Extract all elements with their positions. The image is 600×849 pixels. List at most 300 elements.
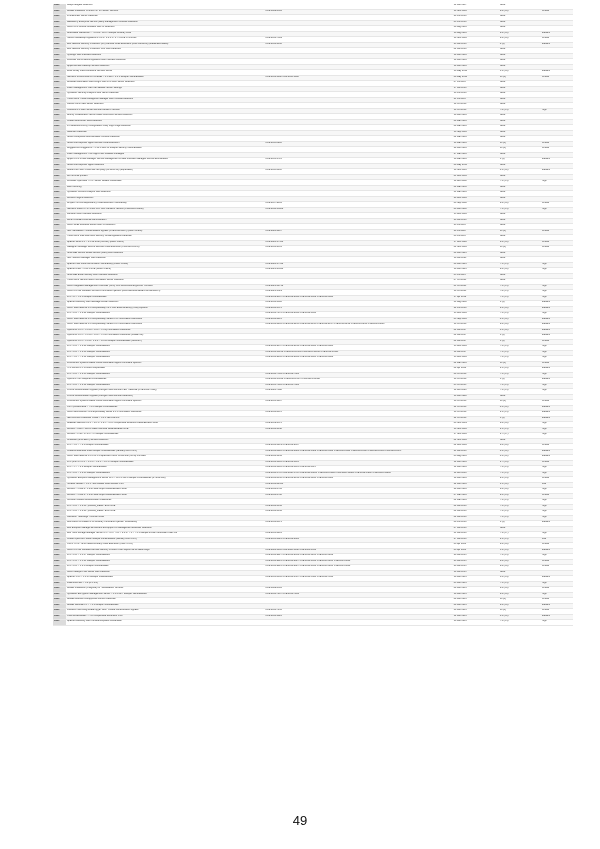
risk-cell: High xyxy=(541,180,573,186)
date-cell: 16 Feb 2015 xyxy=(453,620,499,626)
date-cell: 22 Oct 2016 xyxy=(453,416,499,422)
cve-cell: CVE-2021-34739 xyxy=(264,284,452,290)
plugin-name-cell: Zeus Dovey Files Disclosure via Web Server xyxy=(66,70,264,76)
score-cell: 10 (4) xyxy=(499,75,541,81)
date-cell: 04 Mar 2001 xyxy=(453,185,499,191)
risk-cell: High xyxy=(541,383,573,389)
plugin-name-cell: Apache ActiveMQ Web Message Broker Detection xyxy=(66,301,264,307)
date-cell: 16 Nov 2016 xyxy=(453,427,499,433)
score-cell: None xyxy=(499,130,541,136)
date-cell: 03 Aug 2016 xyxy=(453,455,499,461)
cve-cell: CVE-2016-6148 xyxy=(264,427,452,433)
score-cell: None xyxy=(499,218,541,224)
status-cell: Pass xyxy=(53,488,66,494)
plugin-name-cell: Boomy Collaboration Server Asset Grid/Cloud Service Detection xyxy=(66,114,264,120)
status-cell: Pass xyxy=(53,521,66,527)
date-cell: 07 Mar 2016 xyxy=(453,493,499,499)
status-cell: Pass xyxy=(53,422,66,428)
cve-cell: CVE-2014-9425 CVE-2014-9427 CVE-2014-9652 CVE-2015-0231 CVE-2015-0232 xyxy=(264,565,452,571)
risk-cell: Medium xyxy=(541,416,573,422)
risk-cell: High xyxy=(541,504,573,510)
score-cell: 7.5 (4.5) xyxy=(499,471,541,477)
plugin-name-cell: Rockwell Automation Micro-Logix 1100 PLC Web Server Detection xyxy=(66,81,264,87)
score-cell: 5.3 (4.8) xyxy=(499,70,541,76)
plugin-name-cell: Web mirroring xyxy=(66,185,264,191)
status-cell: Pass xyxy=(53,15,66,21)
risk-cell: Medium xyxy=(541,455,573,461)
status-cell: Pass xyxy=(53,587,66,593)
status-cell: Pass xyxy=(53,42,66,48)
date-cell: 08 Jun 2016 xyxy=(453,521,499,527)
status-cell: Pass xyxy=(53,317,66,323)
date-cell: 14 Feb 2017 xyxy=(453,4,499,9)
score-cell: None xyxy=(499,125,541,131)
risk-cell: High xyxy=(541,488,573,494)
plugin-name-cell: Drupal PHPUnit/Dependency Code Execution Vulnerability xyxy=(66,202,264,208)
score-cell: 10 (4) xyxy=(499,229,541,235)
risk-cell: Medium xyxy=(541,411,573,417)
plugin-name-cell: Novell GroupWise Administrative Console Detection xyxy=(66,136,264,142)
status-cell: Pass xyxy=(53,460,66,466)
date-cell: 03 Sep 2016 xyxy=(453,317,499,323)
date-cell: 19 Feb 2016 xyxy=(453,477,499,483)
risk-cell: Medium xyxy=(541,70,573,76)
status-cell: Pass xyxy=(53,141,66,147)
score-cell: None xyxy=(499,136,541,142)
plugin-name-cell: PHP 5.6.x < 5.6.5 Multiple Vulnerabilities xyxy=(66,565,264,571)
plugin-name-cell: VIGOR Authentication Bypass (Vikingex Web Remote Detection) xyxy=(66,394,264,400)
date-cell: 11 Feb 2018 xyxy=(453,471,499,477)
cve-cell: CVE-2020-17530 xyxy=(264,240,452,246)
risk-cell: High xyxy=(541,427,573,433)
status-cell: Pass xyxy=(53,570,66,576)
score-cell: None xyxy=(499,86,541,92)
plugin-name-cell: Cisco TelePresence VCS X8.x Unspecified XSRF Cross-Site (SCSI) DS Data xyxy=(66,455,264,461)
risk-cell: High xyxy=(541,312,573,318)
status-cell: Pass xyxy=(53,350,66,356)
score-cell: None xyxy=(499,251,541,257)
date-cell: 09 Feb 2015 xyxy=(453,587,499,593)
risk-cell: Critical xyxy=(541,202,573,208)
plugin-name-cell: Pexconnect Systems Radio Check Automation Agent Command Injection xyxy=(66,361,264,367)
score-cell: 5 (4) xyxy=(499,301,541,307)
score-cell: 10 (4) xyxy=(499,147,541,153)
date-cell: 19 Feb 2016 xyxy=(453,64,499,70)
plugin-name-cell: IBM Network Security Protection (GX) Remote Code Execution (tcuf2 DB/BOG) (unattended status) xyxy=(66,42,264,48)
score-cell: 10 (4) xyxy=(499,246,541,252)
date-cell: 02 Mar 2016 xyxy=(453,361,499,367)
score-cell: 6.8 (4.8) xyxy=(499,323,541,329)
status-cell: Pass xyxy=(53,103,66,109)
plugin-name-cell: SonicWall Secure Mobile Access (SMA) Web Detection xyxy=(66,251,264,257)
plugin-name-cell: Trend Micro ServerProtect Information Server Detection xyxy=(66,279,264,285)
date-cell: 07 Oct 2021 xyxy=(453,279,499,285)
risk-cell: Medium xyxy=(541,301,573,307)
date-cell: 17 Nov 2016 xyxy=(453,433,499,439)
status-cell: Pass xyxy=(53,554,66,560)
status-cell: Pass xyxy=(53,86,66,92)
score-cell: 9.0 (4.9) xyxy=(499,493,541,499)
date-cell: 01 Oct 2021 xyxy=(453,284,499,290)
plugin-name-cell: IBM Tivoli Storage Manager Server 6.1 < 6.3.7 / 6.x < 6.4.1 / 7.1 < 7.1.1 Multiple & DB2 Certificate Chain Vul xyxy=(66,532,264,538)
score-cell: None xyxy=(499,15,541,21)
risk-cell: Critical xyxy=(541,609,573,615)
score-cell: 5 (4) xyxy=(499,334,541,340)
status-cell: Pass xyxy=(53,202,66,208)
status-cell: Pass xyxy=(53,191,66,197)
plugin-name-cell: Monsoon Web Interface Detection xyxy=(66,213,264,219)
date-cell: 20 Dec 2016 xyxy=(453,196,499,202)
score-cell: 3.5 (4.2) xyxy=(499,482,541,488)
status-cell: Pass xyxy=(53,433,66,439)
plugin-name-cell: F5 Networks BIG-IQ Configuration Utility Login Page Detection xyxy=(66,125,264,131)
date-cell: 29 Feb 2016 xyxy=(453,488,499,494)
date-cell: 19 Oct 2016 xyxy=(453,103,499,109)
date-cell: 11 Dec 2008 xyxy=(453,180,499,186)
date-cell: 10 Jan 2015 xyxy=(453,570,499,576)
plugin-name-cell: Avaya Netgear Detection xyxy=(66,4,264,9)
plugin-name-cell: PHP 5.6.x < 5.6.30 Multiple Vulnerabilities xyxy=(66,350,264,356)
status-cell: Pass xyxy=(53,114,66,120)
date-cell: 17 Dec 2020 xyxy=(453,240,499,246)
score-cell: None xyxy=(499,394,541,400)
date-cell: 04 Nov 2016 xyxy=(453,246,499,252)
date-cell: 18 Feb 2015 xyxy=(453,592,499,598)
status-cell: Pass xyxy=(53,20,66,26)
plugin-name-cell: Cisco Small Business Router Web UI Detection xyxy=(66,224,264,230)
date-cell: 31 Jan 2016 xyxy=(453,532,499,538)
status-cell: Pass xyxy=(53,174,66,180)
plugin-name-cell: SAP NetWeaver - Authentication Bypass (CVE-2020-6287) (Direct Check) xyxy=(66,229,264,235)
status-cell: Pass xyxy=(53,361,66,367)
date-cell: 05 Jul 2021 xyxy=(453,273,499,279)
status-cell: Pass xyxy=(53,9,66,15)
score-cell: 10 (4) xyxy=(499,361,541,367)
date-cell: 04 Jan 2017 xyxy=(453,334,499,340)
status-cell: Pass xyxy=(53,268,66,274)
status-cell: Pass xyxy=(53,284,66,290)
score-cell: 7.5 (4.5) xyxy=(499,515,541,521)
cve-cell: CVE-2006-1194 CVE-2006-3038 CVE-2006-3039 xyxy=(264,548,452,554)
plugin-name-cell: Siemens SCALANCE M-3 Firewall < 2.1 and < 2.3.5 Multiple Vulnerabilities xyxy=(66,75,264,81)
table-row xyxy=(53,620,573,626)
plugin-name-cell: Cisco TelePresence VCS Expressway Series 8.5.1 Information Disclosure xyxy=(66,317,264,323)
risk-cell: Medium xyxy=(541,521,573,527)
plugin-name-cell: Apple Remote Desktop Service Detection xyxy=(66,64,264,70)
date-cell: 01 Dec 2005 xyxy=(453,174,499,180)
cve-cell: CVE-2016-3142 xyxy=(264,504,452,510)
cve-cell: CVE-2016-7399 xyxy=(264,37,452,43)
score-cell: 6.8 (4.8) xyxy=(499,488,541,494)
status-cell: Pass xyxy=(53,471,66,477)
status-cell: Pass xyxy=(53,246,66,252)
status-cell: Pass xyxy=(53,53,66,59)
risk-cell: Medium xyxy=(541,405,573,411)
status-cell: Pass xyxy=(53,279,66,285)
score-cell: 10 (4) xyxy=(499,400,541,406)
cve-cell: CVE-2016-6050 xyxy=(264,42,452,48)
risk-cell: High xyxy=(541,295,573,301)
plugin-name-cell: Dell iDRAC Firmware iPV6 Arbitrary Command Injection Vulnerability xyxy=(66,521,264,527)
cve-cell: CVE-2015-3723 xyxy=(264,158,452,164)
status-cell: Pass xyxy=(53,482,66,488)
date-cell: 19 Feb 2016 xyxy=(453,59,499,65)
plugin-name-cell: TLS Version 1.1 Protocol Deprecated xyxy=(66,367,264,373)
risk-cell: Critical xyxy=(541,339,573,345)
plugin-name-cell: Centreon Default Authentication Passwords xyxy=(66,499,264,505)
date-cell: 05 Oct 2015 xyxy=(453,383,499,389)
risk-cell: Medium xyxy=(541,169,573,175)
cve-cell: CVE-2018-5711 CVE-2018-5712 CVE-2018-14851 CVE-2018-14883 CVE-2018-14884 CVE-2018-14885 CVE-2018-14886 xyxy=(264,471,452,477)
date-cell: 17 Apr 2019 xyxy=(453,295,499,301)
score-cell: None xyxy=(499,526,541,532)
risk-cell: Medium xyxy=(541,306,573,312)
date-cell: 07 Jul 2016 xyxy=(453,81,499,87)
plugin-name-cell: Windows Openview HTTP Server Default Credentials xyxy=(66,180,264,186)
status-cell: Pass xyxy=(53,565,66,571)
cve-cell: CVE-2016-9137 CVE-2016-9138 CVE-2016-9934 CVE-2016-9935 xyxy=(264,345,452,351)
cve-cell: CVE-2018-7584 CVE-2018-7604 xyxy=(264,372,452,378)
risk-cell: Critical xyxy=(541,598,573,604)
plugin-name-cell: Palomina PMD < 5.0 (IPC 2/1) xyxy=(66,581,264,587)
plugin-name-cell: OpenSSL 1.0.1 < 1.0.1u / 1.0.2 < 1.0.2j Information Disclosure xyxy=(66,328,264,334)
date-cell: 23 Jul 2016 xyxy=(453,224,499,230)
score-cell: 7.1 (4.7) xyxy=(499,532,541,538)
status-cell: Pass xyxy=(53,592,66,598)
risk-cell: High xyxy=(541,356,573,362)
date-cell: 24 Jun 2018 xyxy=(453,306,499,312)
status-cell: Pass xyxy=(53,136,66,142)
plugin-name-cell: Apache Flink Local file-inclusion Vulnerability (Direct Check) xyxy=(66,262,264,268)
date-cell: 19 Jan 2017 xyxy=(453,350,499,356)
cve-cell: CVE-2021-1529 xyxy=(264,290,452,296)
plugin-name-cell: Novell File Reporter Agent Detection xyxy=(66,163,264,169)
date-cell: 10 Nov 2016 xyxy=(453,37,499,43)
score-cell: 5 (4) xyxy=(499,521,541,527)
date-cell: 21 Jan 2016 xyxy=(453,449,499,455)
risk-cell: High xyxy=(541,471,573,477)
risk-cell: High xyxy=(541,620,573,626)
plugin-name-cell: Jenkins < 2.46 / LTS 2.7.17 Multiple Vulnerabilities xyxy=(66,433,264,439)
date-cell: 18 Feb 2015 xyxy=(453,576,499,582)
status-cell: Pass xyxy=(53,26,66,32)
cve-cell: CVE-2014-7233 xyxy=(264,609,452,615)
status-cell: Pass xyxy=(53,306,66,312)
risk-cell: Medium xyxy=(541,603,573,609)
date-cell: 02 Dec 2016 xyxy=(453,444,499,450)
score-cell: 6.8 (4.8) xyxy=(499,587,541,593)
score-cell: 6.5 (4.5) xyxy=(499,411,541,417)
status-cell: Pass xyxy=(53,405,66,411)
date-cell: 31 Aug 2018 xyxy=(453,301,499,307)
plugin-name-cell: Lenel OnGuard License Administration xyxy=(66,218,264,224)
cve-cell: CVE-2016-8136 CVE-2016-8146 CVE-2016-8160 CVE-2016-8161 xyxy=(264,477,452,483)
score-cell: 7.5 (4.5) xyxy=(499,581,541,587)
date-cell: 02 Jan 2016 xyxy=(453,515,499,521)
date-cell: 03 Jun 2016 xyxy=(453,20,499,26)
score-cell: None xyxy=(499,97,541,103)
status-cell: Pass xyxy=(53,4,66,9)
date-cell: 17 Jan 2016 xyxy=(453,86,499,92)
risk-cell: Critical xyxy=(541,141,573,147)
date-cell: 26 Jan 2015 xyxy=(453,565,499,571)
score-cell: 4.3 (4.2) xyxy=(499,405,541,411)
score-cell: 7.5 (4.5) xyxy=(499,295,541,301)
status-cell: Pass xyxy=(53,603,66,609)
risk-cell: Medium xyxy=(541,378,573,384)
status-cell: Pass xyxy=(53,581,66,587)
cve-cell: CVE-1999-0502 xyxy=(264,9,452,15)
status-cell: Pass xyxy=(53,499,66,505)
score-cell: 6.8 (4.8) xyxy=(499,9,541,15)
score-cell: 7.5 (4.5) xyxy=(499,466,541,472)
status-cell: Pass xyxy=(53,163,66,169)
score-cell: None xyxy=(499,92,541,98)
plugin-name-cell: Symantec Endpoint Management Server 12.1 < 12.1.2 MP3 Multiple Vulnerabilities (SYM16-002) xyxy=(66,477,264,483)
status-cell: Pass xyxy=(53,119,66,125)
status-cell: Pass xyxy=(53,477,66,483)
score-cell: 7.5 (4.5) xyxy=(499,389,541,395)
status-cell: Pass xyxy=(53,224,66,230)
status-cell: Pass xyxy=(53,185,66,191)
status-cell: Pass xyxy=(53,411,66,417)
risk-cell: Critical xyxy=(541,75,573,81)
date-cell: 10 Mar 2016 xyxy=(453,141,499,147)
plugin-name-cell: Cisco TelePresence VCS Expressway Series 8.6.3 Information Disclosure xyxy=(66,323,264,329)
score-cell: 10 (4) xyxy=(499,598,541,604)
plugin-name-cell: PHP 7.x < 7.0.2 Multiple Vulnerabilities xyxy=(66,466,264,472)
score-cell: None xyxy=(499,53,541,59)
date-cell: 11 Feb 2020 xyxy=(453,389,499,395)
date-cell: 16 Aug 2016 xyxy=(453,31,499,37)
score-cell: None xyxy=(499,213,541,219)
plugin-name-cell: Apache Struts 2.x < 2.5.28 RCE (S2-061) (direct check) xyxy=(66,240,264,246)
date-cell: 18 Feb 2016 xyxy=(453,114,499,120)
date-cell: 04 Jan 2016 xyxy=(453,504,499,510)
date-cell: 06 Feb 2018 xyxy=(453,207,499,213)
score-cell: 7.5 (4.5) xyxy=(499,499,541,505)
status-cell: Pass xyxy=(53,97,66,103)
status-cell: Pass xyxy=(53,301,66,307)
score-cell: None xyxy=(499,114,541,120)
status-cell: Pass xyxy=(53,81,66,87)
status-cell: Pass xyxy=(53,367,66,373)
plugin-name-cell: Cisco TelePresence VCS Expressway X8.5 XML External Entity (XXE) Injection xyxy=(66,306,264,312)
plugin-name-cell: Automated Webserver < 7.8.033 / 08.07 Multiple Arbitrary RCE xyxy=(66,31,264,37)
cve-cell: CVE-2016-8672 xyxy=(264,521,452,527)
status-cell: Pass xyxy=(53,196,66,202)
score-cell: 6.8 (4.8) xyxy=(499,559,541,565)
status-cell: Pass xyxy=(53,31,66,37)
plugin-name-cell: Oracle OpenSSO SAML Multiple Vulnerabilities (January 2016 CPU) xyxy=(66,537,264,543)
risk-cell: High xyxy=(541,262,573,268)
status-cell: Pass xyxy=(53,537,66,543)
plugin-name-cell: OVH (DoNetViewe < 7.4.0 Multiple Vulnerabilities xyxy=(66,405,264,411)
status-cell: Pass xyxy=(53,609,66,615)
plugin-name-cell: Trend Micro InterScan Web Security Virtual Appliance Detection xyxy=(66,235,264,241)
plugin-name-cell: IBM Endpoint Manager Enrollment and Apple iOS Management Extender Detection xyxy=(66,526,264,532)
risk-cell: Critical xyxy=(541,477,573,483)
score-cell: 6.7 (4.7) xyxy=(499,433,541,439)
date-cell: 19 Feb 2016 xyxy=(453,53,499,59)
plugin-name-cell: Symantec Encryption Management Server < 3.3.2 MP7 Multiple Vulnerabilities xyxy=(66,592,264,598)
score-cell: 10 (4) xyxy=(499,609,541,615)
status-cell: Pass xyxy=(53,598,66,604)
cve-cell: CVE-2011-0994 xyxy=(264,141,452,147)
status-cell: Pass xyxy=(53,334,66,340)
plugin-name-cell: BlackBerry Enterprise Service (BES) Management Console Detection xyxy=(66,20,264,26)
status-cell: Pass xyxy=(53,70,66,76)
cve-cell: CVE-2011-2461 xyxy=(264,169,452,175)
date-cell: 15 Dec 2016 xyxy=(453,213,499,219)
cve-cell: CVE-2014-3600 xyxy=(264,301,452,307)
status-cell: Pass xyxy=(53,510,66,516)
risk-cell: Medium xyxy=(541,334,573,340)
cve-cell: CVE-2016-82334 xyxy=(264,482,452,488)
score-cell: None xyxy=(499,152,541,158)
date-cell: 06 Sep 2018 xyxy=(453,202,499,208)
score-cell: 5.0 (4.9) xyxy=(499,576,541,582)
cve-cell: CVE-2014-9425 CVE-2014-9427 CVE-2014-9652 CVE-2015-0231 CVE-2015-0232 xyxy=(264,559,452,565)
date-cell: 23 Jan 2016 xyxy=(453,42,499,48)
date-cell: 02 Jan 2016 xyxy=(453,48,499,54)
cve-cell: CVE-2019-9637 CVE-2019-9638 CVE-2019-9639 CVE-2019-9641 xyxy=(264,295,452,301)
score-cell: 4.3 (4.2) xyxy=(499,614,541,620)
cve-cell: CVE-2015-4025 CVE-2016-0665 xyxy=(264,537,452,543)
plugin-name-cell: OSHP OTG / SLP2 Mass Arbitrary Code Execution (CDN-71-01) xyxy=(66,543,264,549)
plugin-name-cell: SECUODDUS Resolver Vuiste < 3.4.1 NETDALVIS xyxy=(66,416,264,422)
date-cell: 10 Oct 2021 xyxy=(453,290,499,296)
risk-cell: High xyxy=(541,433,573,439)
plugin-name-cell: Apple iOS 9 Profile Manager Service Management Private Interface Managed Service Enumeration xyxy=(66,158,264,164)
date-cell: 13 Dec 2016 xyxy=(453,312,499,318)
status-cell: Pass xyxy=(53,152,66,158)
cve-cell: CVE-2018-13808 xyxy=(264,207,452,213)
status-cell: Pass xyxy=(53,158,66,164)
score-cell: 7.8 (4.5) xyxy=(499,290,541,296)
score-cell: 6.8 (4.8) xyxy=(499,422,541,428)
date-cell: 10 Feb 2020 xyxy=(453,394,499,400)
status-cell: Pass xyxy=(53,130,66,136)
cve-cell: CVE-2014-9427 CVE-2014-9652 CVE-2015-0231 CVE-2015-0232 xyxy=(264,554,452,560)
score-cell: 7.5 (4.5) xyxy=(499,372,541,378)
plugin-name-cell: Atlassian Bamboo 6.2.x < 6.8.1 / 6.9.x < 6.9.1 Unspecified Resource Deserialization RCE xyxy=(66,422,264,428)
plugin-name-cell: PHP 5.4.x < 5.4.37 Multiple Vulnerabilities xyxy=(66,554,264,560)
status-cell: Pass xyxy=(53,576,66,582)
score-cell: None xyxy=(499,48,541,54)
score-cell: 6.5 (4.6) xyxy=(499,367,541,373)
date-cell: 08 May 2011 xyxy=(453,163,499,169)
score-cell: None xyxy=(499,81,541,87)
plugin-name-cell: Adnaki Methods Unsupported Version Detection xyxy=(66,598,264,604)
cve-cell: CVE-1999-0502 xyxy=(264,587,452,593)
plugin-name-cell: PHP 5.x < 5.3.x Multiple Vulnerabilities xyxy=(66,295,264,301)
status-cell: Pass xyxy=(53,559,66,565)
date-cell: 10 Nov 2011 xyxy=(453,169,499,175)
plugin-name-cell: Patch Management: Red Hat Satellite Server Settings xyxy=(66,86,264,92)
score-cell: 7.8 (4.5) xyxy=(499,108,541,114)
score-cell: 4.3 (4.2) xyxy=(499,169,541,175)
score-cell: 7.5 (4.5) xyxy=(499,620,541,626)
status-cell: Pass xyxy=(53,620,66,626)
plugin-name-cell: SonicWall Email Security Web Interface Detection xyxy=(66,273,264,279)
plugin-name-cell: Cisco IOS XE Software SD-WAN Command Injection (cisco-sa-iosxe-sdwan-rce-4sbDGKH) xyxy=(66,290,264,296)
date-cell: 30 Feb 2015 xyxy=(453,609,499,615)
score-cell: 4 (4) xyxy=(499,42,541,48)
risk-cell: Critical xyxy=(541,229,573,235)
status-cell: Pass xyxy=(53,290,66,296)
risk-cell: Medium xyxy=(541,367,573,373)
